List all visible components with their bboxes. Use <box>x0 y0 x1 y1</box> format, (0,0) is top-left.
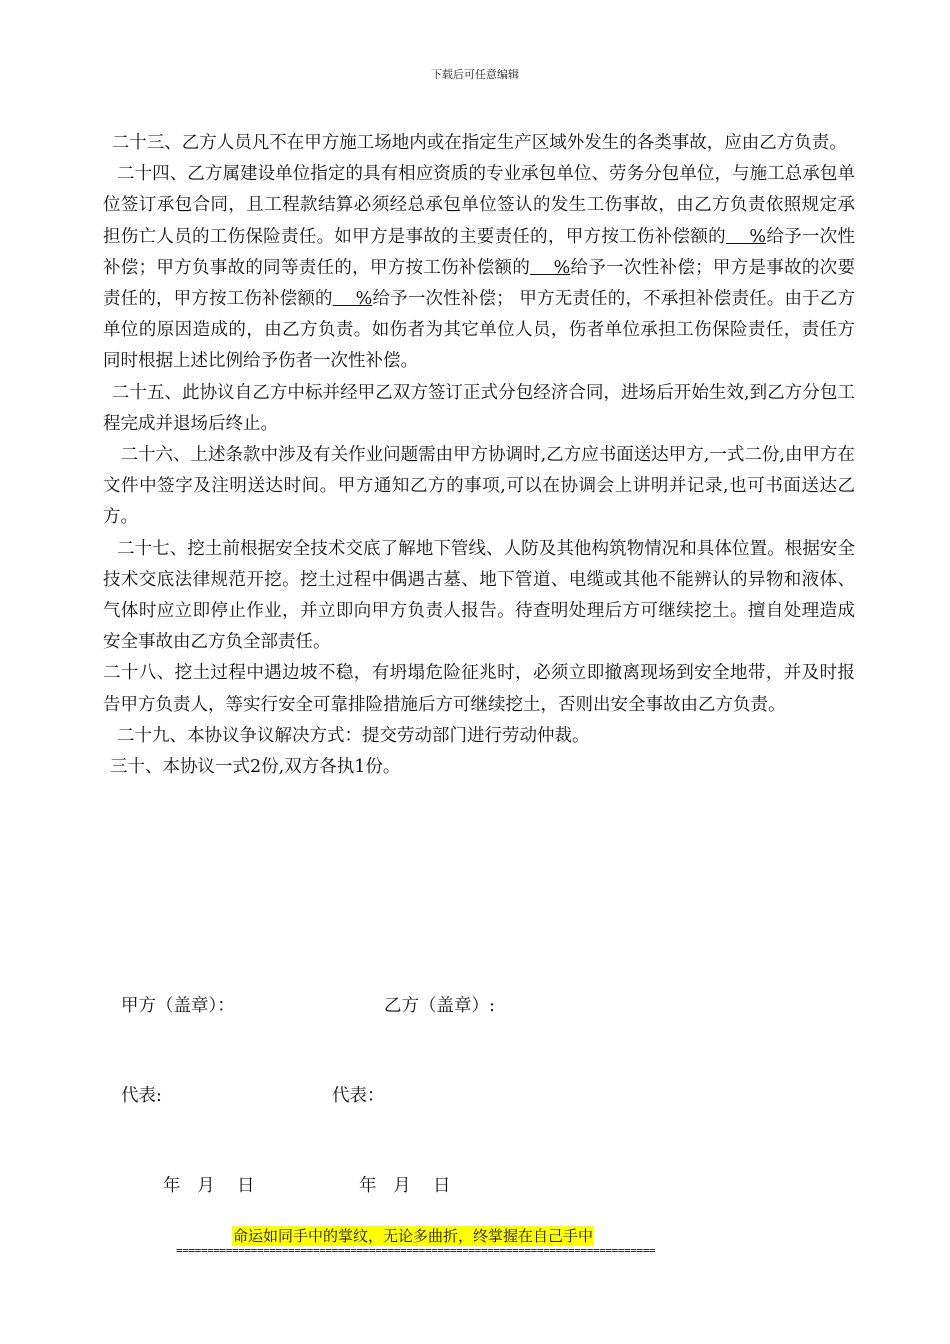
clause-24-text-3: 给予一次性补偿；甲方是事故的次要责任的，甲方按工伤补偿额的 <box>103 257 855 310</box>
clause-24 <box>103 159 855 377</box>
clause-24-text-4: 给予一次性补偿； 甲方无责任的，不承担补偿责任。由于乙方单位的原因造成的，由乙方负责。如伤者为其它单位人员，伤者单位承担工伤保险责任，责任方同时根据上述比例给予伤者一次性补偿。 <box>103 289 855 372</box>
footer-divider: ============================================================================= <box>176 1244 656 1257</box>
clause-28 <box>103 658 855 720</box>
blank-percent-3: % <box>355 289 373 310</box>
clause-29 <box>103 721 855 752</box>
page-header: 下载后可任意编辑 <box>431 68 519 81</box>
party-a-representative-label: 代表: <box>121 1086 162 1106</box>
clause-28-text: 二十八、挖土过程中遇边坡不稳，有坍塌危险征兆时，必须立即撤离现场到安全地带，并及时报告甲方负责人，等实行安全可靠排险措施后方可继续挖土，否则出安全事故由乙方负责。 <box>103 663 855 715</box>
clause-25-text: 二十五、此协议自乙方中标并经甲乙双方签订正式分包经济合同，进场后开始生效,到乙方分包工程完成并退场后终止。 <box>103 382 855 434</box>
party-a-seal-label: 甲方（盖章）： <box>121 996 235 1016</box>
party-a-date: 年 月 日 <box>163 1176 255 1196</box>
clause-24-text-1: 二十四、乙方属建设单位指定的具有相应资质的专业承包单位、劳务分包单位，与施工总承包单位签订承包合同，且工程款结算必须经总承包单位签认的发生工伤事故，由乙方负责依照规定承担伤亡人员的工伤保险责任。如甲方是事故的主要责任的，甲方按工伤补偿额的 <box>103 164 855 247</box>
clause-27 <box>103 534 855 659</box>
party-b-representative-label: 代表： <box>332 1086 385 1106</box>
clause-26 <box>103 440 855 534</box>
clause-24-text-2: 给予一次性补偿；甲方负事故的同等责任的，甲方按工伤补偿额的 <box>103 226 856 278</box>
clause-26-text: 二十六、上述条款中涉及有关作业问题需由甲方协调时,乙方应书面送达甲方,一式二份,由甲方在文件中签字及注明送达时间。甲方通知乙方的事项,可以在协调会上讲明并记录,也可书面送达乙方。 <box>103 445 855 528</box>
clause-30-text: 三十、本协议一式2份,双方各执1份。 <box>110 757 401 778</box>
clause-23-text: 二十三、乙方人员凡不在甲方施工场地内或在指定生产区域外发生的各类事故，应由乙方负责。 <box>111 133 847 153</box>
party-b-date: 年 月 日 <box>359 1176 451 1196</box>
agreement-body <box>103 128 855 783</box>
blank-percent-2: % <box>553 257 571 278</box>
footer-motto: 命运如同手中的掌纹，无论多曲折，终掌握在自己手中 <box>233 1227 594 1245</box>
party-b-seal-label: 乙方（盖章）: <box>384 996 495 1016</box>
blank-percent-1: % <box>749 226 767 247</box>
clause-27-text: 二十七、挖土前根据安全技术交底了解地下管线、人防及其他构筑物情况和具体位置。根据安全技术交底法律规范开挖。挖土过程中偶遇古墓、地下管道、电缆或其他不能辨认的异物和液体、气体时应立即停止作业，并立即向甲方负责人报告。待查明处理后方可继续挖土。擅自处理造成安全事故由乙方负全部责任。 <box>103 538 855 653</box>
clause-29-text: 二十九、本协议争议解决方式：提交劳动部门进行劳动仲裁。 <box>117 725 590 746</box>
clause-25 <box>103 378 855 440</box>
clause-23 <box>103 128 855 159</box>
clause-30 <box>103 752 855 783</box>
